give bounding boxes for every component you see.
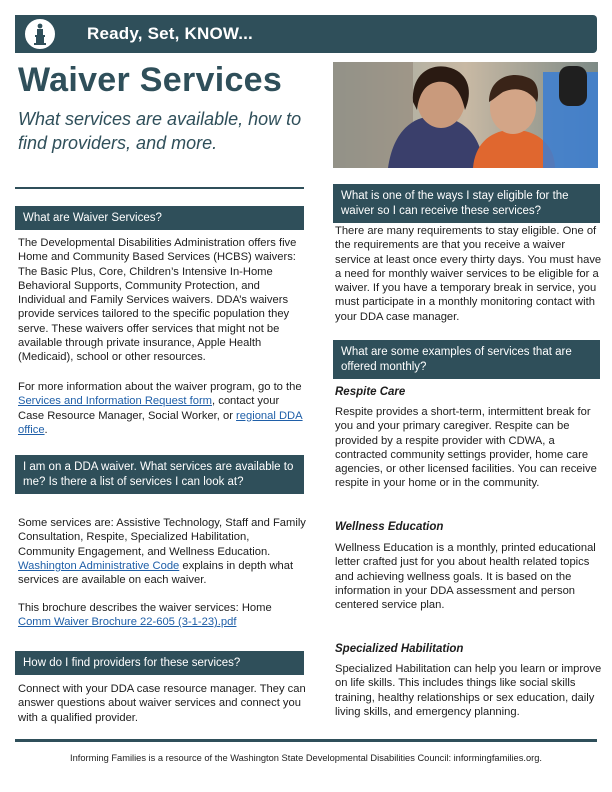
respite-care-heading: Respite Care [335,386,406,398]
section-header-find-providers: How do I find providers for these services? [15,651,304,675]
more-info-paragraph [18,380,306,437]
services-paragraph [18,516,306,587]
logo-icon [23,17,57,51]
services-request-link[interactable]: Services and Information Request form [18,395,213,408]
more-info-text-c: . [44,423,48,436]
brochure-link[interactable]: Comm Waiver Brochure 22-605 (3-1-23).pdf [18,616,237,629]
wellness-education-text: Wellness Education is a monthly, printed educational letter crafted just for you about health related topics and achieving wellness goals. It is based on the information in your DDA assessment and person centered service plan. [335,542,596,612]
top-banner [15,15,597,53]
section-header-what-are-waivers: What are Waiver Services? [15,206,304,230]
brochure-text: This brochure describes the waiver services: Home [18,602,272,614]
section-header-stay-eligible: What is one of the ways I stay eligible for the waiver so I can receive these services? [333,184,600,223]
services-text-a: Some services are: Assistive Technology, Staff and Family Consultation, Respite, Specialized Habilitation, Community Engagement, and Wellness Education. [18,517,306,558]
regional-office-link[interactable]: regional DDA office [18,409,303,436]
find-providers-text: Connect with your DDA case resource manager. They can answer questions about waiver services and connect you with a qualified provider. [18,683,306,724]
wellness-education-heading: Wellness Education [335,521,444,533]
section-header-monthly-services: What are some examples of services that are offered monthly? [333,340,600,379]
respite-care-text: Respite provides a short-term, intermittent break for you and your primary caregiver. Respite can be provided by a respite provider with CDWA, a contracted community settings provider, home care agencies, or other licensed facilities. You can receive respite in your home or in the community. [335,406,597,490]
section-header-services-available: I am on a DDA waiver. What services are available to me? Is there a list of services I can look at? [15,455,304,494]
page-subtitle: What services are available, how to find providers, and more. [18,109,302,153]
title-divider [15,187,304,189]
more-info-text-a: For more information about the waiver program, go to the [18,381,302,393]
specialized-habilitation-text: Specialized Habilitation can help you learn or improve on life skills. This includes things like social skills training, healthy relationships or sex education, daily living skills, and emergency planning. [335,663,602,718]
banner-title: Ready, Set, KNOW... [87,24,253,43]
more-info-text-b: , contact your Case Resource Manager, Social Worker, or [18,395,280,422]
wac-link[interactable]: Washington Administrative Code [18,559,180,572]
brochure-paragraph [18,601,306,630]
page-title: Waiver Services [18,61,283,99]
stay-eligible-text: There are many requirements to stay eligible. One of the requirements are that you receive a waiver service at least once every thirty days. You must have a need for monthly waiver services to be eligible for a waiver. If you have a temporary break in service, you must participate in a monthly monitoring contact with your DDA case manager. [335,225,602,323]
footer-divider [15,739,597,742]
services-text-b: explains in depth what services are available on each waiver. [18,559,294,587]
footer-text: Informing Families is a resource of the Washington State Developmental Disabilities Council: informingfamilies.org. [70,753,542,763]
photo-two-children [333,62,598,168]
section-text-what-are-waivers: The Developmental Disabilities Administration offers five Home and Community Based Services (HCBS) waivers: The Basic Plus, Core, Children’s Intensive In-Home Behavioral Supports, Community Protection, and Individual and Family Services waivers. DDA’s waivers provide services tailored to the specific population they serve. These waivers offer services that might not be available through private insurance, Apple Health (Medicaid), school or other resources. [18,237,297,364]
specialized-habilitation-heading: Specialized Habilitation [335,643,464,655]
